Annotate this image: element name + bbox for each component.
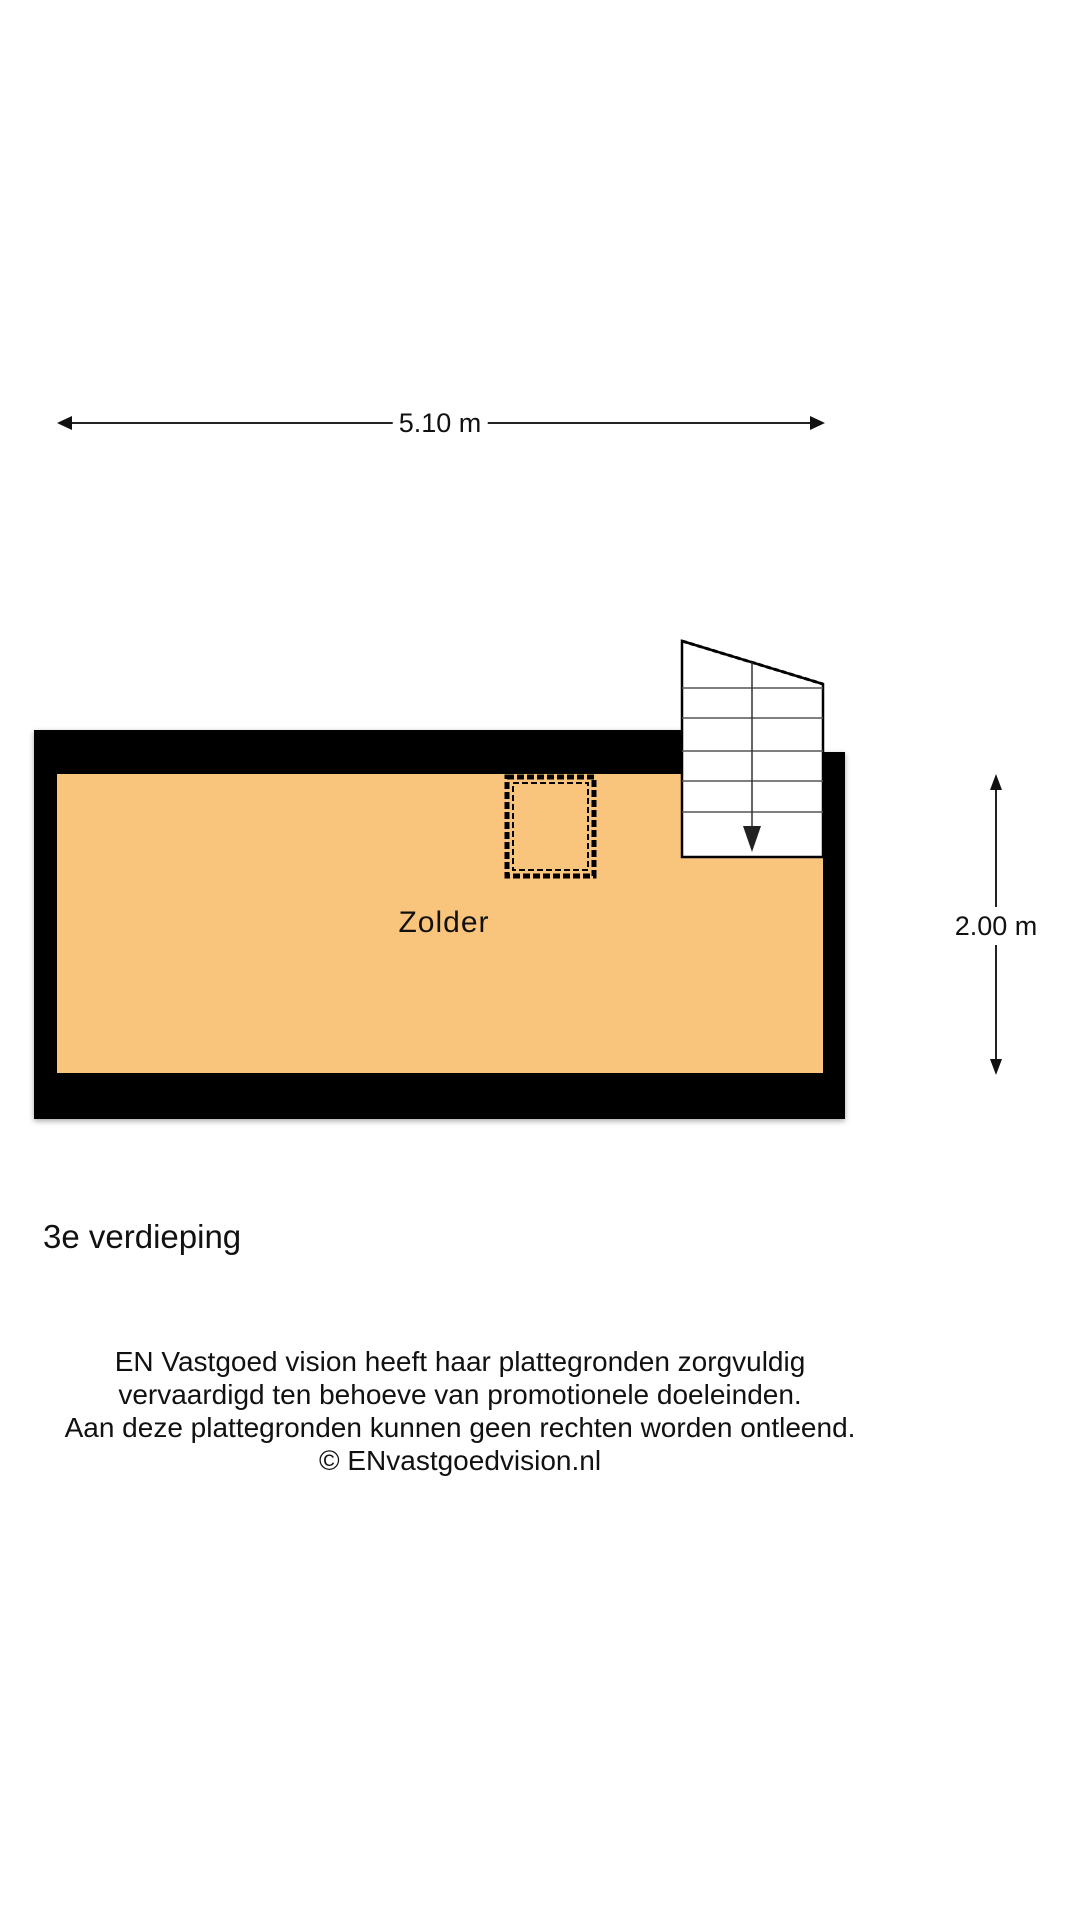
room-label-zolder: Zolder [398,906,490,939]
disclaimer-line: vervaardigd ten behoeve van promotionele doeleinden. [118,1379,802,1410]
width-dimension-label: 5.10 m [393,408,488,438]
height-dimension-label: 2.00 m [953,907,1040,945]
disclaimer-line: Aan deze plattegronden kunnen geen rechten worden ontleend. [64,1412,856,1443]
floor-title: 3e verdieping [43,1218,242,1255]
disclaimer-line: EN Vastgoed vision heeft haar plattegronden zorgvuldig [114,1346,806,1377]
staircase [682,641,823,857]
disclaimer [0,1345,920,1477]
copyright-line: © ENvastgoedvision.nl [318,1445,602,1476]
